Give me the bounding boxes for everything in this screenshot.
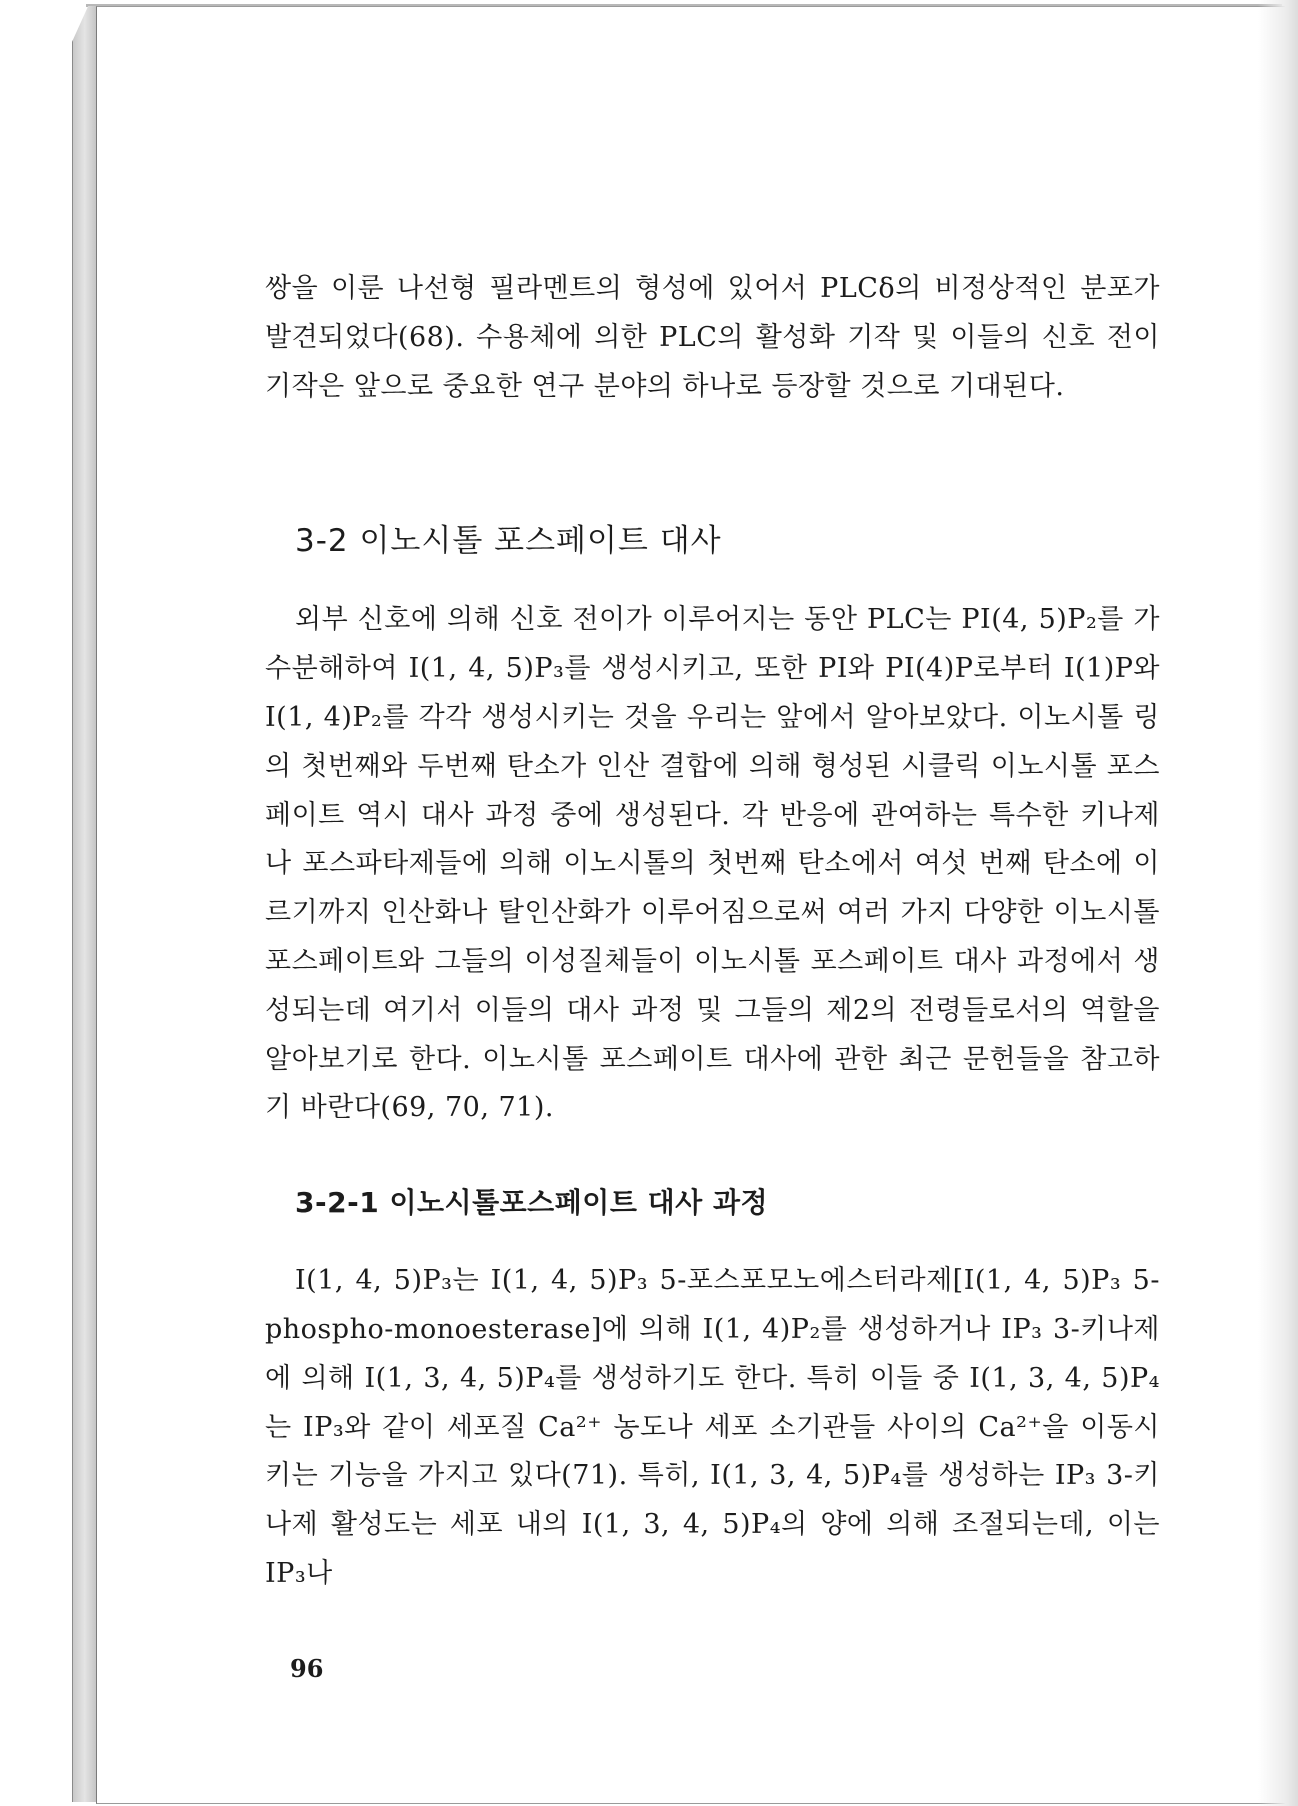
section-title: 3-2 이노시톨 포스페이트 대사 [295,523,722,560]
page-number: 96 [290,1654,324,1683]
paragraph-subsection: I(1, 4, 5)P₃는 I(1, 4, 5)P₃ 5-포스포모노에스터라제[I(1, 4, 5)P₃ 5-phospho-monoesterase]에 의해 I(1, 4)P₂를 생성하거나 IP₃ 3-키나제에 의해 I(1, 3, 4, 5)P₄를 생성하기도 한다. 특히 이들 중 I(1, 3, 4, 5)P₄는 IP₃와 같이 세포질 Ca²⁺ 농도나 세포 소기관들 사이의 Ca²⁺을 이동시키는 기능을 가지고 있다(71). 특히, I(1, 3, 4, 5)P₄를 생성하는 IP₃ 3-키나제 활성도는 세포 내의 I(1, 3, 4, 5)P₄의 양에 의해 조절되는데, 이는 IP₃나 [265,1265,1160,1589]
paragraph-intro: 쌍을 이룬 나선형 필라멘트의 형성에 있어서 PLCδ의 비정상적인 분포가 발견되었다(68). 수용체에 의한 PLC의 활성화 기작 및 이들의 신호 전이 기작은 앞으로 중요한 연구 분야의 하나로 등장할 것으로 기대된다. [265,273,1160,402]
paragraph-section: 외부 신호에 의해 신호 전이가 이루어지는 동안 PLC는 PI(4, 5)P₂를 가수분해하여 I(1, 4, 5)P₃를 생성시키고, 또한 PI와 PI(4)P로부터 I(1)P와 I(1, 4)P₂를 각각 생성시키는 것을 우리는 앞에서 알아보았다. 이노시톨 링의 첫번째와 두번째 탄소가 인산 결합에 의해 형성된 시클릭 이노시톨 포스페이트 역시 대사 과정 중에 생성된다. 각 반응에 관여하는 특수한 키나제나 포스파타제들에 의해 이노시톨의 첫번째 탄소에서 여섯 번째 탄소에 이르기까지 인산화나 탈인산화가 이루어짐으로써 여러 가지 다양한 이노시톨 포스페이트와 그들의 이성질체들이 이노시톨 포스페이트 대사 과정에서 생성되는데 여기서 이들의 대사 과정 및 그들의 제2의 전령들로서의 역할을 알아보기로 한다. 이노시톨 포스페이트 대사에 관한 최근 문헌들을 참고하기 바란다(69, 70, 71). [265,604,1160,1124]
page-content [265,265,1160,1599]
page-shadow [1258,0,1298,1806]
subsection-title: 3-2-1 이노시톨포스페이트 대사 과정 [295,1186,769,1220]
book-spine-edge [72,6,99,1802]
